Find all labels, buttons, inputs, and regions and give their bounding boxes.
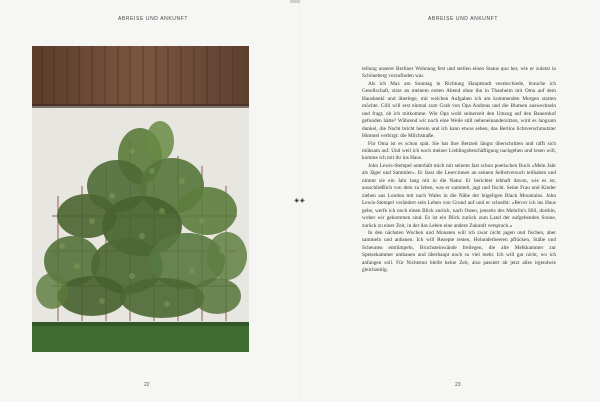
section-ornament-icon: ◈◈	[294, 197, 306, 204]
page-number-left: 22	[144, 382, 150, 388]
paragraph: Für Oma ist es schon spät. Sie hat ihre Bettzeit längst überschritten und rafft sich mühsam auf. Und weil ich noch meiner Lieblingsbeschäftigung nachgehen und lesen will, komme ich mit ihr ins Haus.	[362, 140, 556, 162]
paragraph: John Lewis-Stempel unterhält mich mit seinem fast schon poetischen Buch »Mein Jahr als Jäger und Sammler«. Er lässt die Leser:innen an seinem Selbstversuch teilhaben und nimmt sie ein Jahr lang mit in die Natur. Er berichtet lebhaft davon, wie es ist, ausschließlich von dem zu leben, was er sammelt, jagt und fischt. Seine Frau und Kinder ziehen aus London mit nach Wales in die Nähe der hügeligen Black Mountains. John Lewis-Stempel verändert sein Leben von Grund auf und er schreibt: »Bevor ich ins Haus gehe, werfe ich noch einen Blick zurück, nach Osten, jenseits des Mehrlin's Hill, dorthin, woher wir gekommen sind. Es ist ein Blick zurück zum Land der aufgehenden Sonne, zurück zu einer Zeit, in der das Leben eine andere Zukunft versprach.«	[362, 162, 556, 229]
paragraph: teilung unserer Berliner Wohnung fest und stellen einen Status quo her, wie er zuletzt in Schöneberg vorzufinden war.	[362, 66, 556, 80]
vine-wall-illustration	[32, 46, 249, 352]
running-head-right: ABREISE UND ANKUNFT	[428, 16, 499, 22]
grass	[32, 322, 249, 352]
wood-boards	[32, 46, 249, 106]
body-text	[362, 66, 556, 275]
running-head-left: ABREISE UND ANKUNFT	[118, 16, 189, 22]
paragraph: Als ich Max am Sonntag in Richtung Hauptstadt verabschiede, brauche ich Gesellschaft, sitze an meinem ersten Abend ohne ihn in Thanheim mit Oma auf dem Hausbankl und überlege, mit welchen Aufgaben ich am kommenden Morgen starten möchte. Cilli will erst einmal zum Grab von Opa Andreas und die Blumen auswechseln und fragt, ob ich mitkomme. Wie Opa wohl seinerzeit den Umzug auf den Bauernhof gefunden hätte? Während wir noch eine Weile still nebeneinandersitzen, wird es langsam dunkel, die Nacht bricht herein und ich kann etwas sehen, das Berlins lichtverschmutzter Himmel verbirgt: die Milchstraße.	[362, 80, 556, 140]
page-number-right: 23	[455, 382, 461, 388]
photo-vine-wall	[32, 46, 249, 352]
paragraph: In den nächsten Wochen und Monaten will ich zwar nicht jagen und fischen, aber sammeln und anbauen. Ich will Rezepte testen, Holunderbeeren pflücken, Ställe und Scheunen entrümpeln, Bruchsteinwände freilegen, die alte Melkkammer zur Speisekammer umbauen und überhaupt noch so viel mehr. Ich will gar nicht, wo ich anfangen soll. Für Nichtstun bleibt keine Zeit, also passiert ab jetzt alles irgendwie gleichzeitig.	[362, 229, 556, 274]
right-page	[300, 0, 600, 402]
